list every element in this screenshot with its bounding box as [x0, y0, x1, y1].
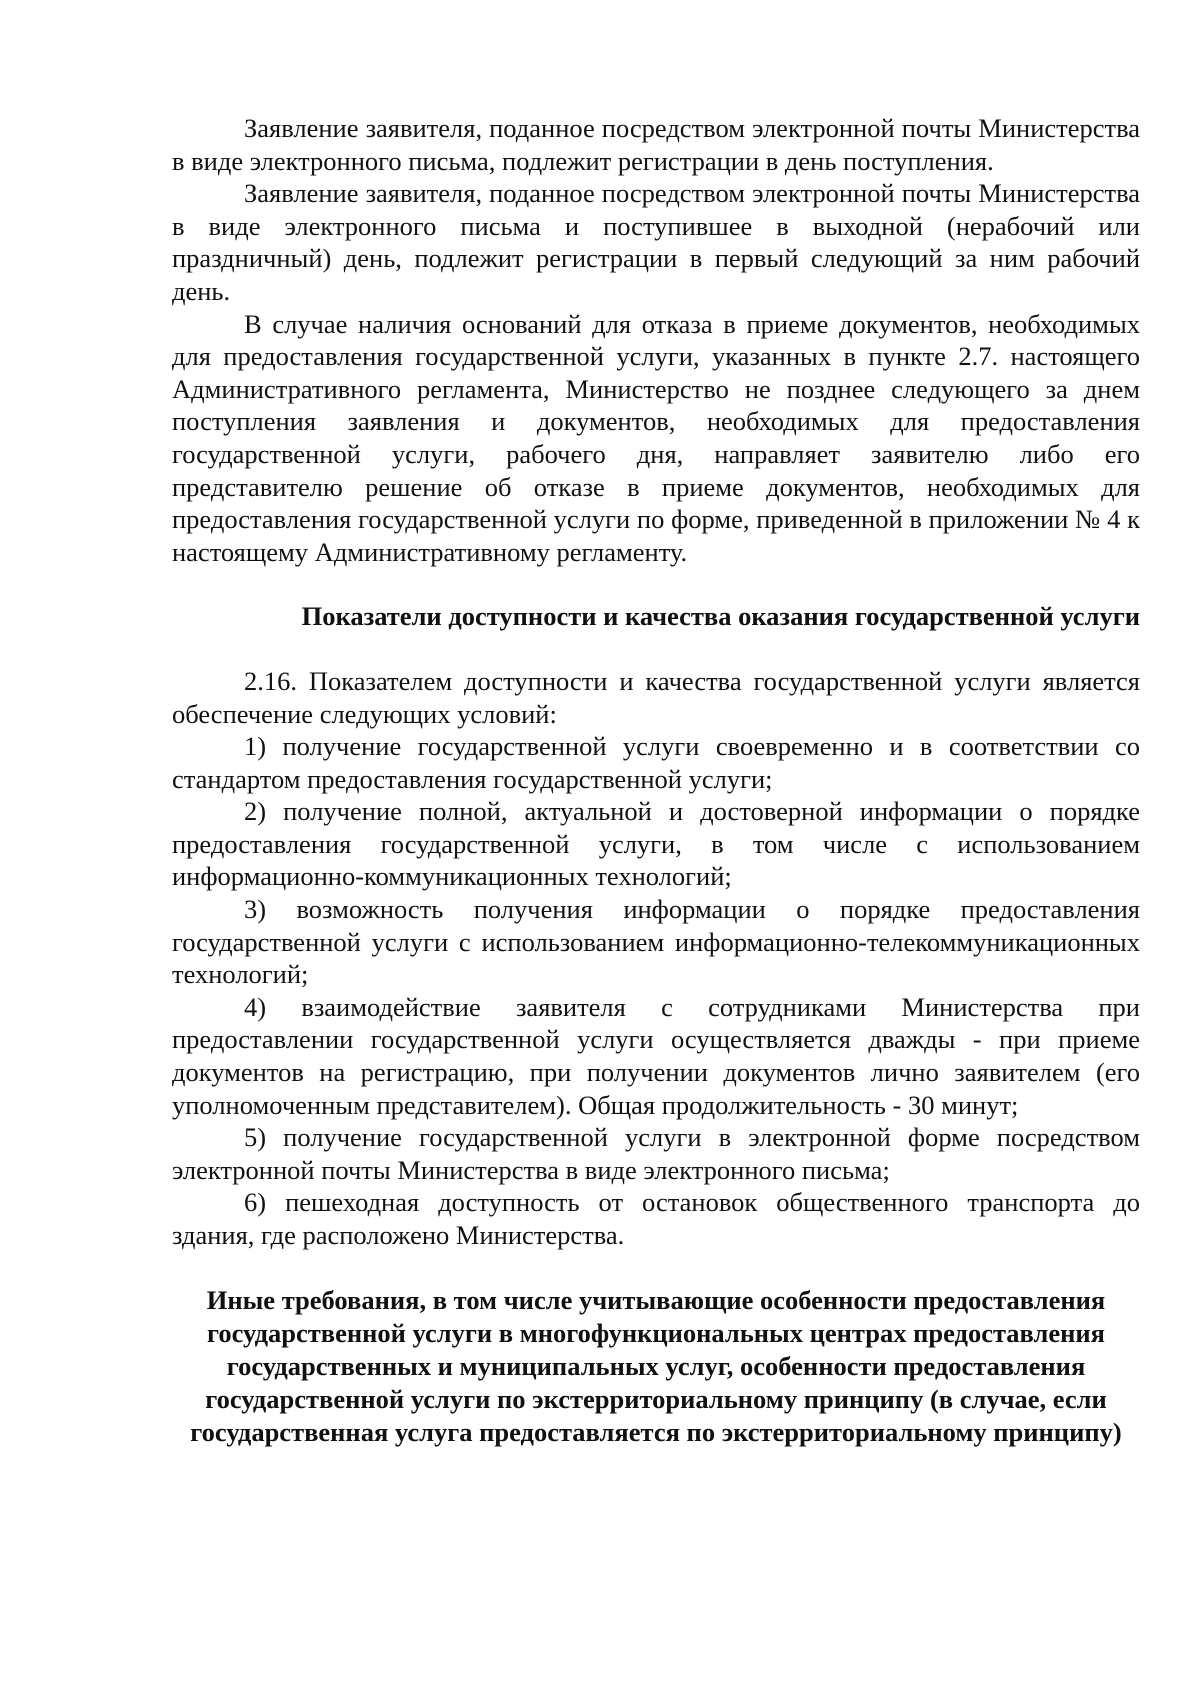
list-item-5: 5) получение государственной услуги в электронной форме посредством электронной почты Министерства в виде электронного письма;: [172, 1122, 1140, 1185]
section-heading-other-requirements: Иные требования, в том числе учитывающие особенности предоставления государственной услуги в многофункциональных центрах предоставления государственных и муниципальных услуг, особенности предоставления государственной услуги по экстерриториальному принципу (в случае, если государственная услуга предоставляется по экстерриториальному принципу): [190, 1284, 1122, 1447]
document-page: [172, 112, 1140, 1449]
list-item-6: 6) пешеходная доступность от остановок общественного транспорта до здания, где расположено Министерства.: [172, 1187, 1140, 1250]
paragraph-2-16: 2.16. Показателем доступности и качества государственной услуги является обеспечение следующих условий:: [172, 665, 1140, 729]
list-item-1: 1) получение государственной услуги своевременно и в соответствии со стандартом предоставления государственной услуги;: [172, 731, 1140, 794]
paragraph-email-registration: Заявление заявителя, поданное посредством электронной почты Министерства в виде электронного письма, подлежит регистрации в день поступления.: [172, 113, 1140, 176]
section-heading-indicators: Показатели доступности и качества оказания государственной услуги: [301, 601, 1140, 632]
list-item-4: 4) взаимодействие заявителя с сотрудниками Министерства при предоставлении государственной услуги осуществляется дважды - при приеме документов на регистрацию, при получении документов лично заявителем (его уполномоченным представителем). Общая продолжительность - 30 минут;: [172, 991, 1140, 1120]
list-item-3: 3) возможность получения информации о порядке предоставления государственной услуги с использованием информационно-телекоммуникационных технологий;: [172, 894, 1140, 990]
paragraph-holiday-registration: Заявление заявителя, поданное посредством электронной почты Министерства в виде электронного письма и поступившее в выходной (нерабочий или праздничный) день, подлежит регистрации в первый следующий за ним рабочий день.: [172, 178, 1140, 306]
paragraph-refusal: В случае наличия оснований для отказа в приеме документов, необходимых для предоставления государственной услуги, указанных в пункте 2.7. настоящего Административного регламента, Министерство не позднее следующего за днем поступления заявления и документов, необходимых для предоставления государственной услуги, рабочего дня, направляет заявителю либо его представителю решение об отказе в приеме документов, необходимых для предоставления государственной услуги по форме, приведенной в приложении № 4 к настоящему Административному регламенту.: [172, 308, 1140, 567]
list-item-2: 2) получение полной, актуальной и достоверной информации о порядке предоставления государственной услуги, в том числе с использованием информационно-коммуникационных технологий;: [172, 796, 1140, 892]
